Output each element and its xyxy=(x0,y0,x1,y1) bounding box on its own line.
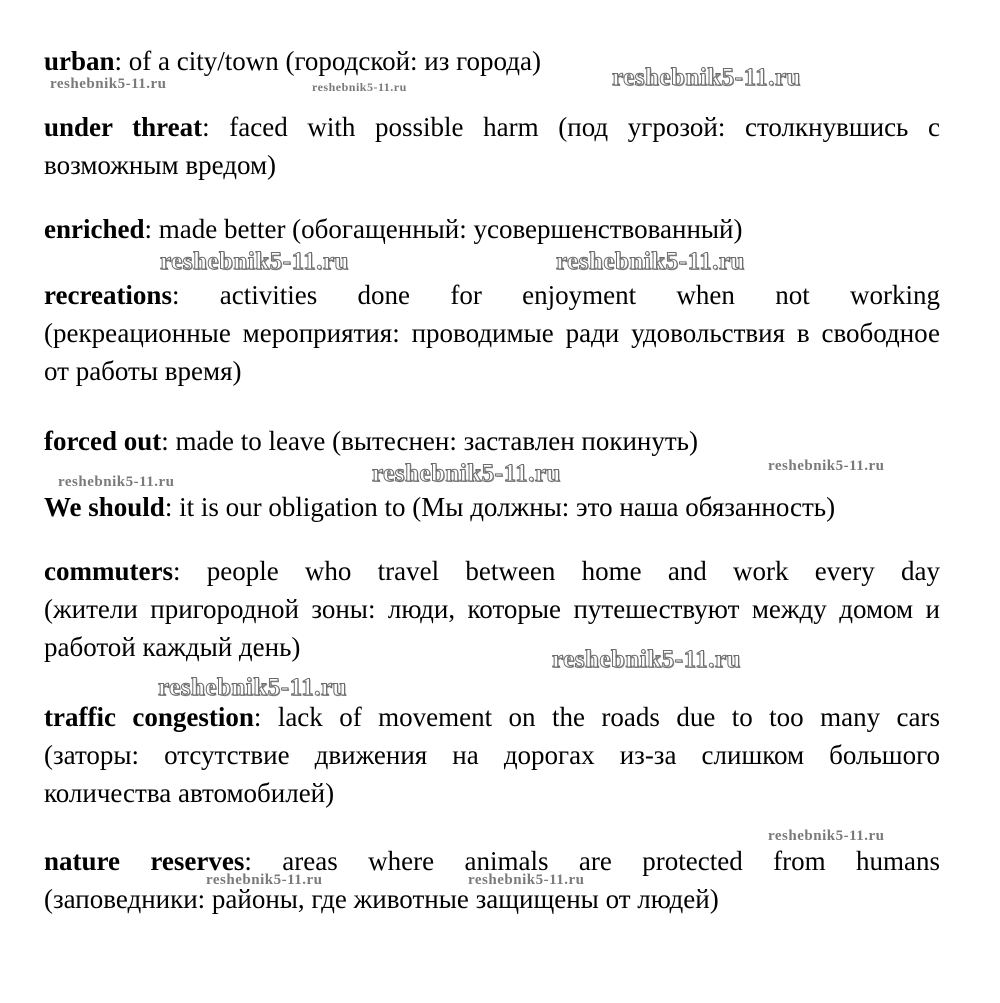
glossary-entry-traffic-congestion xyxy=(44,698,940,812)
glossary-term: commuters xyxy=(44,556,173,586)
watermark: reshebnik5-11.ru xyxy=(768,458,885,474)
glossary-definition: : of a city/town (городской: из города) xyxy=(114,46,541,76)
glossary-definition-continued: (рекреационные мероприятия: проводимые ради удовольствия в свободное от работы время) xyxy=(44,318,940,386)
glossary-definition: : activities done for enjoyment when not working xyxy=(171,280,940,310)
glossary-term: We should xyxy=(44,492,165,522)
glossary-first-line xyxy=(44,108,940,146)
glossary-first-line xyxy=(44,276,940,314)
watermark: reshebnik5-11.ru xyxy=(58,474,175,490)
glossary-entry-we-should xyxy=(44,488,940,526)
glossary-entry-forced-out xyxy=(44,422,940,460)
glossary-entry-urban xyxy=(44,42,940,80)
glossary-term: under threat xyxy=(44,112,203,142)
glossary-definition-continued: (жители пригородной зоны: люди, которые путешествуют между домом и работой каждый день) xyxy=(44,594,940,662)
watermark: reshebnik5-11.ru xyxy=(612,64,801,91)
glossary-entry-enriched xyxy=(44,210,940,248)
glossary-definition: : faced with possible harm (под угрозой: столкнувшись с xyxy=(202,112,940,142)
watermark: reshebnik5-11.ru xyxy=(768,828,885,844)
glossary-term: forced out xyxy=(44,426,162,456)
glossary-definition: : made better (обогащенный: усовершенствованный) xyxy=(144,214,743,244)
glossary-definition-continued: (заповедники: районы, где животные защищены от людей) xyxy=(44,884,719,914)
glossary-definition: : people who travel between home and work every day xyxy=(172,556,940,586)
glossary-entry-under-threat xyxy=(44,108,940,184)
watermark: reshebnik5-11.ru xyxy=(50,76,167,92)
glossary-entry-commuters xyxy=(44,552,940,666)
glossary-definition: : areas where animals are protected from humans xyxy=(244,846,940,876)
watermark: reshebnik5-11.ru xyxy=(468,872,585,888)
glossary-definition: : lack of movement on the roads due to too many cars xyxy=(253,702,941,732)
watermark: reshebnik5-11.ru xyxy=(312,80,407,94)
glossary-first-line xyxy=(44,552,940,590)
glossary-definition-continued: (заторы: отсутствие движения на дорогах из-за слишком большого количества автомобилей) xyxy=(44,740,940,808)
glossary-definition-continued: возможным вредом) xyxy=(44,150,277,180)
glossary-term: enriched xyxy=(44,214,145,244)
glossary-definition: : it is our obligation to (Мы должны: это наша обязанность) xyxy=(164,492,836,522)
glossary-entry-recreations xyxy=(44,276,940,390)
watermark: reshebnik5-11.ru xyxy=(158,674,347,701)
watermark: reshebnik5-11.ru xyxy=(556,248,745,275)
watermark: reshebnik5-11.ru xyxy=(206,872,323,888)
glossary-term: recreations xyxy=(44,280,172,310)
watermark: reshebnik5-11.ru xyxy=(372,460,561,487)
watermark: reshebnik5-11.ru xyxy=(160,248,349,275)
glossary-definition: : made to leave (вытеснен: заставлен покинуть) xyxy=(161,426,698,456)
glossary-term: traffic congestion xyxy=(44,702,254,732)
watermark: reshebnik5-11.ru xyxy=(552,646,741,673)
glossary-first-line xyxy=(44,698,940,736)
glossary-term: nature reserves xyxy=(44,846,245,876)
glossary-term: urban xyxy=(44,46,115,76)
